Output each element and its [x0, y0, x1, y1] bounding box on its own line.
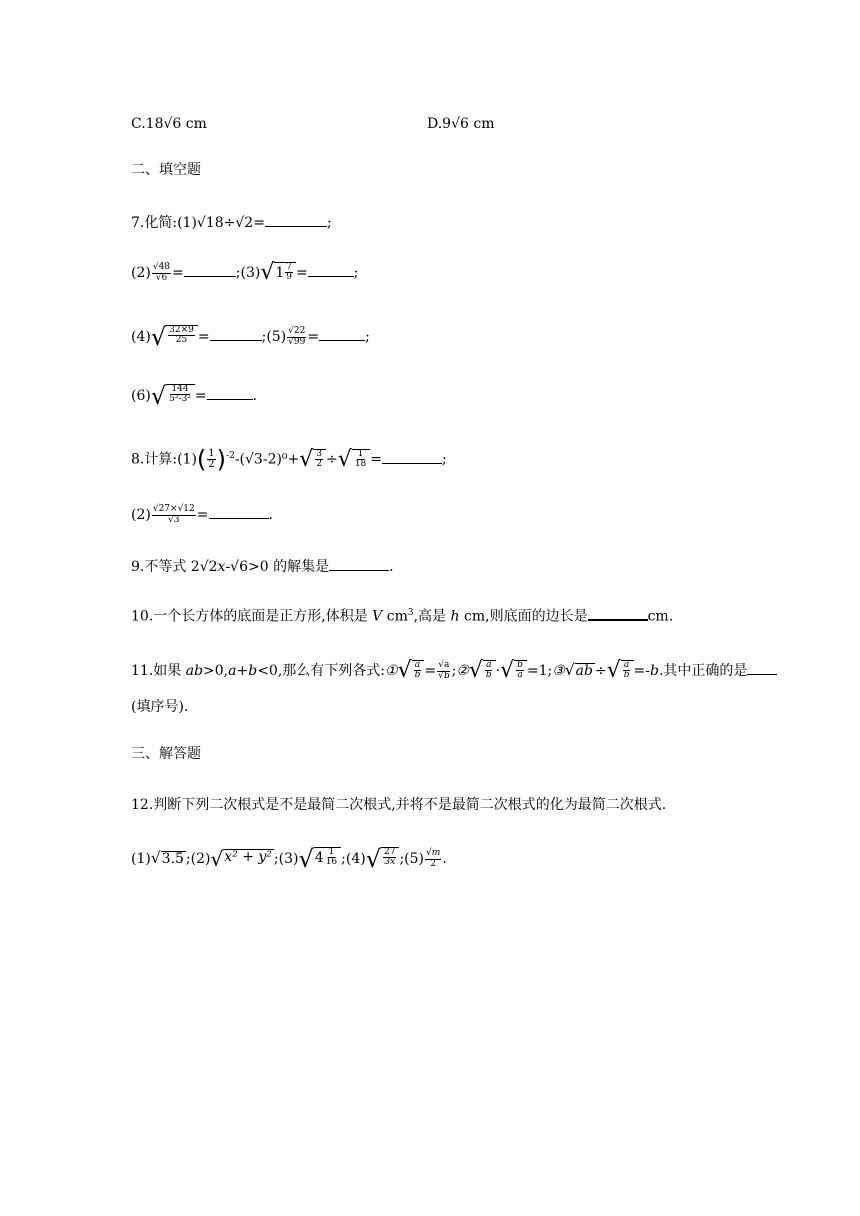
marker-2: ②: [456, 663, 469, 679]
radicand: ab: [575, 662, 593, 679]
answer-blank: [207, 385, 253, 400]
fraction-denominator: √6: [155, 272, 168, 283]
fraction-numerator: 32×9: [169, 325, 194, 335]
variable-b: b: [248, 663, 258, 679]
square-root: √ $\frac{a}{b}$: [398, 660, 425, 682]
option-d: D.9√6 cm: [427, 116, 495, 132]
fraction-numerator: a: [623, 660, 630, 670]
q10-text: cm,则底面的边长是: [459, 608, 588, 625]
square-root: √ $\frac{144}{\text{5²-3²}}$: [151, 384, 195, 408]
q8-prefix: 8.计算:(1): [131, 451, 197, 468]
fraction-numerator: 7: [286, 262, 293, 272]
q11-text: =1;: [526, 663, 553, 679]
answer-blank: [210, 326, 262, 341]
q7-prefix: 7.化简:(1)√18÷√2=: [131, 215, 265, 231]
answer-blank: [209, 504, 269, 519]
q12-label: ;(5): [399, 851, 425, 867]
fraction: [207, 449, 215, 471]
fraction-denominator: a: [517, 670, 523, 681]
q12-label: ;(3): [273, 851, 299, 867]
fraction: [287, 327, 306, 347]
square-root: √ $\frac{32\times 9}{25}$: [151, 325, 198, 349]
section-fill-blank-heading: 二、填空题: [131, 162, 201, 178]
fraction-denominator: 5²-3²: [169, 394, 191, 405]
square-root: √ $\frac{3}{2}$: [299, 449, 326, 471]
exponent: -2: [226, 451, 235, 461]
fraction: [437, 661, 451, 681]
question-12-items: [131, 847, 447, 871]
question-7-part-1: 7.化简:(1)√18÷√2= ;: [131, 212, 332, 233]
fraction-denominator: b: [414, 670, 421, 681]
q9-text: -√6>0 的解集是: [225, 559, 330, 575]
question-10: [131, 603, 673, 627]
fraction-denominator: √99: [288, 336, 306, 347]
q10-unit: cm.: [647, 608, 674, 625]
answer-blank: [382, 449, 442, 464]
fraction-numerator: a: [414, 660, 421, 670]
question-8-part-1: 8.计算:(1)( $\frac{1}{2}$ )$^{-2}$-(√3-2)⁰+ √ $\frac{3}{2}$ ÷ √ $\frac{1}{18}$ = ;: [131, 445, 447, 474]
q11-text: >0,: [203, 663, 229, 679]
q10-text: ,高是: [413, 608, 451, 625]
radicand: 3.5: [161, 850, 184, 867]
plus-sign: +: [236, 663, 249, 679]
fraction-denominator: 3x: [384, 857, 396, 868]
variable-v: V: [372, 608, 383, 625]
fraction: [425, 849, 441, 869]
fraction-numerator: √a: [438, 660, 450, 671]
square-root: √ $\frac{a}{b}$: [469, 660, 496, 682]
square-root: √ 4 $\frac{1}{16}$: [298, 847, 341, 871]
fraction-denominator: √3: [168, 514, 180, 525]
marker-1: ①: [385, 663, 398, 679]
question-7-parts-4-5: (4) √ $\frac{32\times 9}{25}$ = ;(5) $\frac{√22}{√99}$ = ;: [131, 323, 370, 351]
fraction-numerator: 1: [208, 447, 215, 459]
square-root: √ $\frac{b}{a}$: [500, 660, 527, 682]
q7-p2-label: (2): [131, 265, 151, 281]
variable-b: b: [649, 663, 659, 679]
question-7-parts-2-3: (2) $\frac{√48}{√6}$ = ;(3) √ 1 $\frac{7}{9}$ = ;: [131, 260, 359, 285]
fraction-numerator: 3: [316, 448, 323, 459]
q11-text: .其中正确的是: [658, 663, 748, 679]
answer-blank: [184, 262, 236, 277]
fraction-denominator: 2: [208, 459, 215, 471]
fraction-numerator: √22: [288, 326, 306, 337]
fraction-denominator: 16: [325, 857, 338, 868]
square-root: √ ab: [564, 660, 593, 679]
question-8-part-2: (2) $\frac{√27\times√12}{√3}$ = .: [131, 504, 273, 525]
question-9: 9.不等式 2√2x-√6>0 的解集是 .: [131, 556, 394, 577]
question-11: 11.如果 ab>0,a+b<0,那么有下列各式:① √ $\frac{a}{b}$ = $\frac{√a}{√b}$ ;② √ $\frac{a}{b}$ · √ $\frac{b}{a}$ =1;③ √ ab ÷ √ $\frac{a}{b}$ =-b.其中正确的是: [131, 660, 777, 682]
question-11-line-2: (填序号).: [131, 699, 189, 715]
divide-sign: ÷: [594, 663, 607, 679]
fraction-denominator: 9: [286, 272, 293, 283]
marker-3: ③: [552, 663, 565, 679]
section-answer-heading: 三、解答题: [131, 746, 201, 762]
fraction: [152, 505, 196, 525]
variable-a: a: [228, 663, 237, 679]
square-root: √ $\frac{27}{3x}$: [366, 847, 400, 871]
q7-p3-label: ;(3): [235, 265, 261, 281]
q8-middle: -(√3-2)⁰+: [234, 451, 300, 468]
variable-x: x: [217, 559, 226, 575]
square-root: √ 3.5: [150, 848, 184, 867]
variable-ab: ab: [185, 663, 204, 679]
q7-p6-label: (6): [131, 388, 151, 404]
radicand: x² + y²: [223, 849, 274, 869]
fraction-numerator: b: [517, 660, 523, 670]
superscript: 3: [407, 608, 414, 618]
fraction-numerator: √27×√12: [152, 504, 195, 515]
answer-blank: [747, 660, 777, 675]
q11-text: 11.如果: [131, 663, 186, 679]
q11-text: =-: [633, 663, 650, 679]
q8-p2-label: (2): [131, 507, 151, 523]
fraction-denominator: b: [623, 670, 630, 681]
fraction-denominator: 2: [430, 858, 437, 869]
answer-blank: [588, 605, 648, 621]
square-root: √ x² + y²: [210, 847, 272, 871]
q12-end: .: [442, 851, 447, 867]
q11-text: <0,那么有下列各式:: [257, 663, 385, 679]
fraction-numerator: √m: [426, 848, 441, 859]
fraction-denominator: √b: [438, 670, 450, 681]
fraction-denominator: 18: [354, 459, 367, 470]
q10-text: cm: [382, 608, 408, 625]
answer-blank: [319, 326, 365, 341]
fraction-numerator: a: [486, 660, 492, 670]
fraction-denominator: 25: [175, 335, 188, 346]
fraction-numerator: 144: [171, 384, 189, 394]
fraction-numerator: 27: [384, 847, 396, 857]
right-paren: ): [216, 445, 227, 474]
fraction: [152, 263, 171, 283]
question-7-part-6: (6) √ $\frac{144}{\text{5²-3²}}$ = .: [131, 382, 258, 410]
square-root: √ 1 $\frac{7}{9}$: [260, 262, 296, 284]
q12-label: ;(4): [341, 851, 366, 867]
mixed-whole: 4: [314, 849, 324, 866]
fraction-denominator: 2: [316, 459, 323, 470]
q12-label: ;(2): [185, 851, 211, 867]
q12-label: (1): [131, 851, 151, 867]
question-12-prompt: 12.判断下列二次根式是不是最简二次根式,并将不是最简二次根式的化为最简二次根式.: [131, 797, 667, 813]
fraction-numerator: √48: [152, 262, 171, 273]
left-paren: (: [196, 445, 207, 474]
fraction-numerator: 1: [357, 448, 364, 459]
fraction-denominator: b: [485, 670, 492, 681]
square-root: √ $\frac{a}{b}$: [607, 660, 634, 682]
answer-blank: [265, 212, 327, 227]
option-c: C.18√6 cm: [131, 116, 207, 132]
q7-p5-label: ;(5): [261, 329, 287, 345]
q7-p4-label: (4): [131, 329, 151, 345]
answer-blank: [308, 262, 354, 277]
variable-h: h: [450, 608, 460, 625]
answer-blank: [329, 556, 389, 571]
q9-text: 9.不等式 2√2: [131, 559, 218, 575]
mixed-whole: 1: [275, 264, 285, 281]
q10-text: 10.一个长方体的底面是正方形,体积是: [131, 608, 373, 625]
fraction-numerator: 1: [328, 847, 335, 857]
square-root: √ $\frac{1}{18}$: [338, 449, 370, 471]
